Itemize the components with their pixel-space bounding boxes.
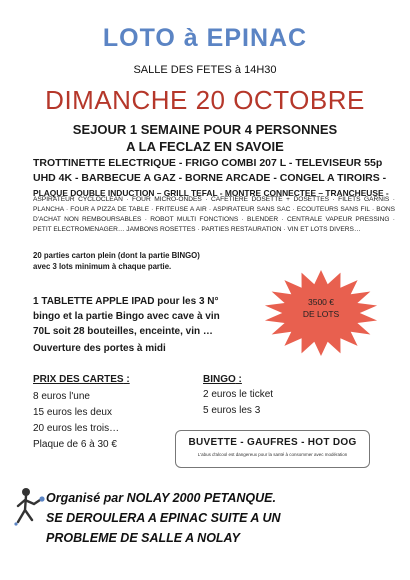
organiser-line: Organisé par NOLAY 2000 PETANQUE.: [46, 491, 276, 505]
prize-line: PLAQUE DOUBLE INDUCTION – GRILL TEFAL - MONTRE CONNECTEE – TRANCHEUSE -: [33, 188, 389, 198]
bingo-item: 2 euros le ticket: [203, 389, 274, 400]
small-prize-list: ASPIRATEUR CYCLOCLEAN · FOUR MICRO-ONDES · CAFETIERE DOSETTE + DOSETTES · FILETS GARNIS · PLANCHA · FOUR A PIZZA DE TABLE · FRITEUSE A AIR · ASPIRATEUR SANS SAC · ECOUTEURS SANS FIL · BONS D'ACHAT NON REMBOURSABLES · ROBOT MULTI FONCTIONS · BLENDER · CENTRALE VAPEUR PRESSING · PETIT ELECTROMENAGER… JAMBONS ROSETTES · PARTIES RESTAURATION · VIN ET LOTS DIVERS…: [33, 196, 395, 233]
venue-time: SALLE DES FETES à 14H30: [133, 64, 277, 76]
buvette-box: [175, 430, 370, 468]
price-item: 20 euros les trois…: [33, 423, 120, 434]
event-date: DIMANCHE 20 OCTOBRE: [45, 85, 365, 115]
petanque-player-icon: [10, 486, 48, 526]
lots-badge-text: [262, 296, 380, 320]
price-item: 8 euros l'une: [33, 391, 90, 402]
card-prices-list: [33, 389, 119, 453]
heading-colon: :: [235, 374, 242, 385]
carton-note: [33, 250, 273, 272]
bingo-heading-text: BINGO: [203, 374, 236, 385]
heading-colon: :: [123, 374, 130, 385]
bingo-heading: [203, 374, 242, 385]
main-prize: [0, 121, 410, 155]
page-title: LOTO à EPINAC: [102, 24, 308, 52]
lots-label: DE LOTS: [302, 309, 340, 319]
doors-open: Ouverture des portes à midi: [33, 343, 166, 354]
organiser-line: SE DEROULERA A EPINAC SUITE A UN: [46, 511, 281, 525]
price-item: Plaque de 6 à 30 €: [33, 439, 117, 450]
bingo-item: 5 euros les 3: [203, 405, 261, 416]
alcohol-notice: L'abus d'alcool est dangereux pour la santé à consommer avec modération: [197, 452, 348, 457]
buvette-label: BUVETTE - GAUFRES - HOT DOG: [188, 437, 357, 448]
organiser-block: [46, 488, 396, 548]
bingo-prices-list: [203, 387, 273, 419]
prize-line: TROTTINETTE ELECTRIQUE - FRIGO COMBI 207 L - TELEVISEUR 55p: [33, 157, 383, 169]
price-item: 15 euros les deux: [33, 407, 112, 418]
tablette-prize: [33, 294, 248, 339]
tablette-line: 1 TABLETTE APPLE IPAD pour les 3 N°: [33, 296, 219, 307]
main-prize-line: SEJOUR 1 SEMAINE POUR 4 PERSONNES: [72, 122, 338, 137]
tablette-line: 70L soit 28 bouteilles, enceinte, vin …: [33, 326, 213, 337]
carton-note-line: avec 3 lots minimum à chaque partie.: [33, 262, 172, 271]
carton-note-line: 20 parties carton plein (dont la partie BINGO): [33, 251, 200, 260]
tablette-line: bingo et la partie Bingo avec cave à vin: [33, 311, 220, 322]
prize-line: UHD 4K - BARBECUE A GAZ - BORNE ARCADE - CONGEL A TIROIRS -: [33, 172, 387, 184]
lots-amount: 3500 €: [308, 297, 334, 307]
card-prices-heading: [33, 374, 130, 385]
organiser-line: PROBLEME DE SALLE A NOLAY: [46, 531, 240, 545]
main-prize-line: A LA FECLAZ EN SAVOIE: [126, 139, 284, 154]
card-prices-heading-text: PRIX DES CARTES: [33, 374, 124, 385]
